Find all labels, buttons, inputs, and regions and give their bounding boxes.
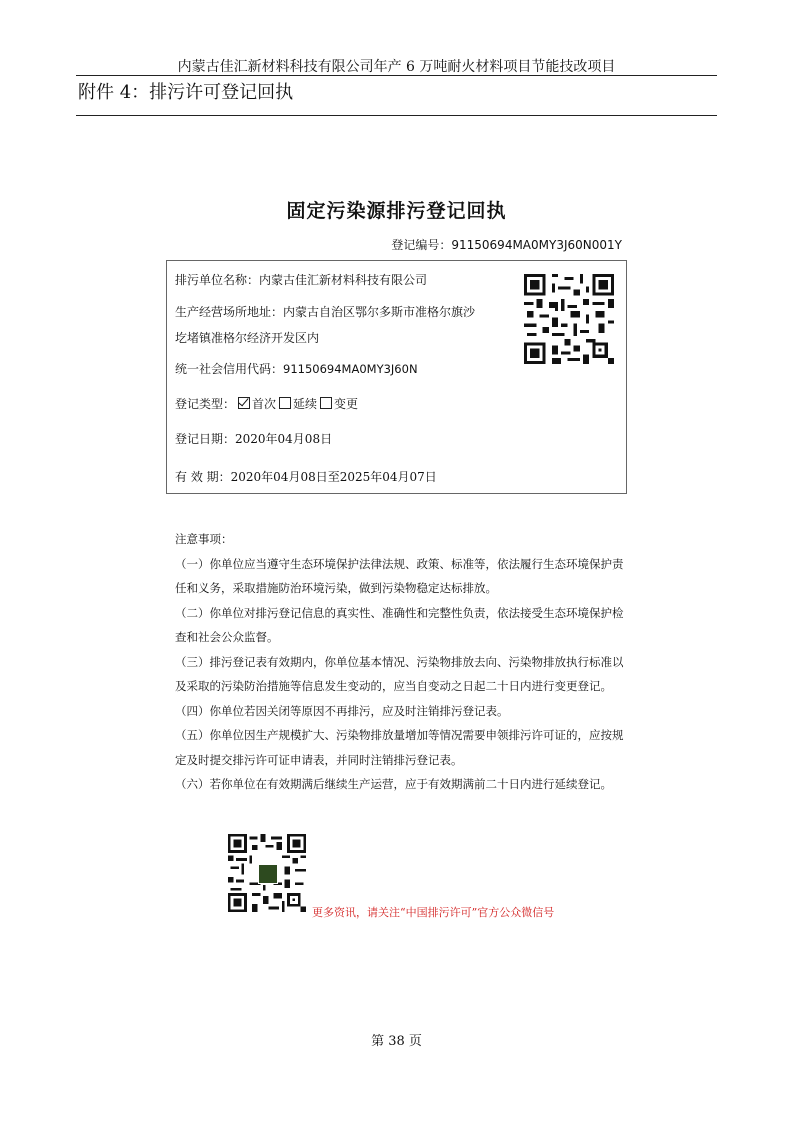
registration-info-box: [166, 260, 627, 494]
type-option-renewal: 延续: [293, 397, 318, 411]
checkbox-change-icon: [320, 397, 332, 409]
qr-code-icon: [524, 274, 614, 364]
type-option-change: 变更: [334, 397, 359, 411]
appendix-title: 附件 4：排污许可登记回执: [78, 82, 294, 103]
checkbox-renewal-icon: [279, 397, 291, 409]
note-line: （六）若你单位在有效期满后继续生产运营，应于有效期满前二十日内进行延续登记。: [175, 777, 612, 791]
credit-code-label: 统一社会信用代码：: [175, 362, 284, 376]
credit-code-row: [175, 362, 418, 376]
registration-number: 登记编号：91150694MA0MY3J60N001Y: [391, 238, 622, 252]
page-number: 第 38 页: [371, 1034, 422, 1049]
note-line: 定及时提交排污许可证申请表，并同时注销排污登记表。: [175, 752, 463, 767]
note-line: 及采取的污染防治措施等信息发生变动的，应当自变动之日起二十日内进行变更登记。: [175, 679, 612, 693]
note-line: 查和社会公众监督。: [175, 630, 279, 644]
receipt-title: 固定污染源排污登记回执: [286, 200, 507, 222]
registration-date: 登记日期：2020年04月08日: [175, 432, 333, 446]
document-header-title: 内蒙古佳汇新材料科技有限公司年产 6 万吨耐火材料项目节能技改项目: [177, 59, 616, 75]
note-line: （三）排污登记表有效期内，你单位基本情况、污染物排放去向、污染物排放执行标准以: [175, 654, 624, 669]
more-info-text: 更多资讯，请关注“中国排污许可”官方公众微信号: [312, 906, 555, 919]
unit-name: 排污单位名称：内蒙古佳汇新材料科技有限公司: [175, 273, 428, 287]
address-line-1: 生产经营场所地址：内蒙古自治区鄂尔多斯市准格尔旗沙: [175, 305, 476, 319]
note-line: （五）你单位因生产规模扩大、污染物排放量增加等情况需要申领排污许可证的，应按规: [175, 728, 624, 742]
validity-period: 有 效 期：2020年04月08日至2025年04月07日: [175, 470, 437, 484]
note-line: （二）你单位对排污登记信息的真实性、准确性和完整性负责，依法接受生态环境保护检: [175, 605, 624, 620]
address-line-2: 圪堵镇准格尔经济开发区内: [175, 331, 320, 345]
registration-type-label: 登记类型：: [175, 397, 236, 411]
notes-section: [175, 527, 624, 797]
checkbox-first-checked-icon: [238, 397, 250, 409]
header-divider: [76, 75, 717, 76]
note-line: 任和义务，采取措施防治环境污染，做到污染物稳定达标排放。: [175, 581, 497, 595]
wechat-logo-icon: [258, 864, 278, 884]
credit-code-value: 91150694MA0MY3J60N: [283, 362, 418, 376]
notes-heading: 注意事项：: [175, 532, 233, 546]
appendix-divider: [76, 115, 717, 116]
note-line: （四）你单位若因关闭等原因不再排污，应及时注销排污登记表。: [175, 703, 509, 718]
note-line: （一）你单位应当遵守生态环境保护法律法规、政策、标准等，依法履行生态环境保护责: [175, 556, 624, 571]
type-option-first: 首次: [252, 397, 277, 411]
registration-type-row: [175, 397, 358, 411]
